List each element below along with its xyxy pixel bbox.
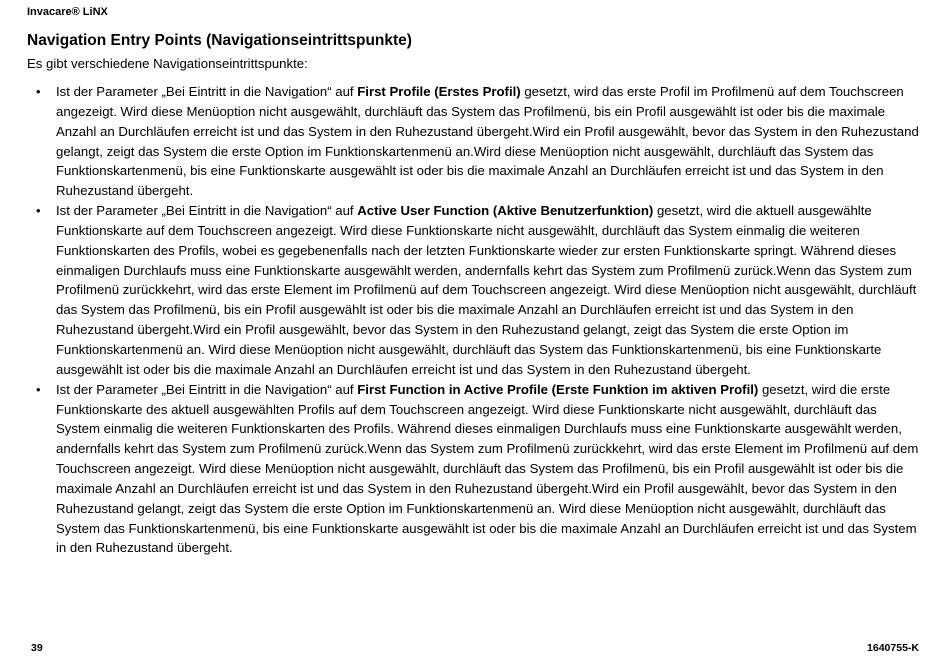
bullet-icon: • xyxy=(36,84,41,99)
bullet-text-prefix: Ist der Parameter „Bei Eintritt in die Navigation“ auf xyxy=(56,203,358,219)
document-number: 1640755-K xyxy=(867,642,919,654)
list-item xyxy=(36,82,924,201)
bullet-option-name: First Function in Active Profile (Erste Funktion im aktiven Profil) xyxy=(357,381,759,397)
list-item xyxy=(36,201,924,380)
list-item xyxy=(36,380,924,559)
page-number: 39 xyxy=(31,642,43,654)
bullet-option-name: Active User Function (Aktive Benutzerfunktion) xyxy=(357,203,654,219)
bullet-text-prefix: Ist der Parameter „Bei Eintritt in die Navigation“ auf xyxy=(56,381,358,397)
bullet-text-suffix: gesetzt, wird die erste Funktionskarte des aktuell ausgewählten Profils auf dem Touchscreen angezeigt. Wird diese Funktionskarte nicht ausgewählt, durchläuft das System einmalig die weiteren Funktionskarten des Profils. Während dieses einmaligen Durchlaufs muss eine Funktionskarte ausgewählt werden, andernfalls kehrt das System zum Profilmenü zurück.Wenn das System zum Profilmenü zurückkehrt, wird das erste Element im Profilmenü auf dem Touchscreen angezeigt. Wird diese Menüoption nicht ausgewählt, durchläuft das System das Profilmenü, bis ein Profil ausgewählt ist oder bis die maximale Anzahl an Durchläufen erreicht ist und das System in den Ruhezustand übergeht.Wird ein Profil ausgewählt, bevor das System in den Ruhezustand gelangt, zeigt das System die erste Option im Funktionskartenmenü an. Wird diese Menüoption nicht ausgewählt, durchläuft das System das Funktionskartenmenü, bis eine Funktionskarte ausgewählt ist oder bis die maximale Anzahl an Durchläufen erreicht ist und das System in den Ruhezustand übergeht. xyxy=(56,381,919,556)
bullet-icon: • xyxy=(36,203,41,219)
entry-points-list xyxy=(36,82,924,558)
section-title: Navigation Entry Points (Navigationseintrittspunkte) xyxy=(27,32,412,49)
bullet-text-suffix: gesetzt, wird das erste Profil im Profilmenü auf dem Touchscreen angezeigt. Wird diese Menüoption nicht ausgewählt, durchläuft das System das Profilmenü, bis ein Profil ausgewählt ist oder bis die maximale Anzahl an Durchläufen erreicht ist und das System in den Ruhezustand übergeht.Wird ein Profil ausgewählt, bevor das System in den Ruhezustand gelangt, zeigt das System die erste Option im Funktionskartenmenü an.Wird diese Menüoption nicht ausgewählt, durchläuft das System das Funktionskartenmenü, bis eine Funktionskarte ausgewählt ist oder bis die maximale Anzahl an Durchläufen erreicht ist und das System in den Ruhezustand übergeht. xyxy=(56,84,919,199)
bullet-text-prefix: Ist der Parameter „Bei Eintritt in die Navigation“ auf xyxy=(56,84,358,99)
bullet-text-suffix: gesetzt, wird die aktuell ausgewählte Funktionskarte auf dem Touchscreen angezeigt. Wird diese Funktionskarte nicht ausgewählt, durchläuft das System einmalig die weiteren Funktionskarten des Profils, wobei es gegebenenfalls nach der letzten Funktionskarte wieder zur ersten Funktionskarte springt. Während dieses einmaligen Durchlaufs muss eine Funktionskarte ausgewählt werden, andernfalls kehrt das System zum Profilmenü zurück.Wenn das System zum Profilmenü zurückkehrt, wird das erste Element im Profilmenü auf dem Touchscreen angezeigt. Wird diese Menüoption nicht ausgewählt, durchläuft das System das Profilmenü, bis ein Profil ausgewählt ist oder bis die maximale Anzahl an Durchläufen erreicht ist und das System in den Ruhezustand übergeht.Wird ein Profil ausgewählt, bevor das System in den Ruhezustand gelangt, zeigt das System die erste Option im Funktionskartenmenü an. Wird diese Menüoption nicht ausgewählt, durchläuft das System das Funktionskartenmenü, bis eine Funktionskarte ausgewählt ist oder bis die maximale Anzahl an Durchläufen erreicht ist und das System in den Ruhezustand übergeht. xyxy=(56,203,917,377)
running-header: Invacare® LiNX xyxy=(27,6,108,18)
bullet-icon: • xyxy=(36,381,41,397)
intro-text: Es gibt verschiedene Navigationseintrittspunkte: xyxy=(27,56,308,71)
bullet-option-name: First Profile (Erstes Profil) xyxy=(357,84,521,99)
